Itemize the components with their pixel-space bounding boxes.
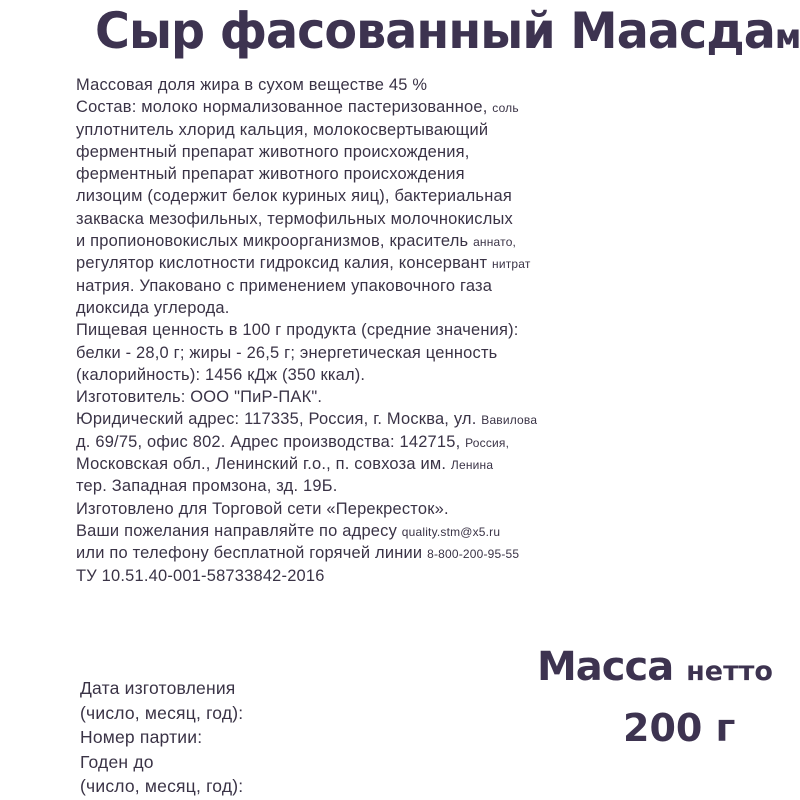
production-info [80,676,243,799]
net-mass-label-big: Масса [537,644,687,690]
product-title [95,2,800,60]
text-line: Юридический адрес: 117335, Россия, г. Москва, ул. Вавилова [76,410,538,429]
production-date-label: Дата изготовления [80,678,236,698]
product-title-last-letter: м [774,17,800,57]
text-line: д. 69/75, офис 802. Адрес производства: 142715, Россия, [76,432,510,451]
text-line: Ваши пожелания направляйте по адресу quality.stm@x5.ru [76,521,501,540]
net-mass-label [537,644,773,690]
label-body [76,74,796,587]
production-date-format: (число, месяц, год): [80,702,244,723]
text-line: Московская обл., Ленинский г.о., п. совхоза им. Ленина [76,455,494,474]
net-mass-label-small: нетто [686,656,773,687]
text-line: Пищевая ценность в 100 г продукта (средние значения): [76,321,519,340]
text-line: тер. Западная промзона, зд. 19Б. [76,477,338,496]
text-line: Массовая доля жира в сухом веществе 45 % [76,76,428,94]
batch-number-label: Номер партии: [80,727,203,747]
net-mass-value: 200 г [623,706,736,750]
text-line: закваска мезофильных, термофильных молочнокислых [76,209,513,228]
text-line: уплотнитель хлорид кальция, молокосвертывающий [76,120,489,139]
text-line: (калорийность): 1456 кДж (350 ккал). [76,365,366,384]
text-line: и пропионовокислых микроорганизмов, краситель аннато, [76,232,517,251]
text-line: ферментный препарат животного происхождения [76,165,465,184]
expiry-date-label: Годен до [80,751,154,772]
text-line: Изготовитель: ООО "ПиР-ПАК". [76,388,323,407]
text-line: ферментный препарат животного происхождения, [76,142,470,161]
text-line: белки - 28,0 г; жиры - 26,5 г; энергетическая ценность [76,343,498,362]
text-line: Изготовлено для Торговой сети «Перекресток». [76,499,449,518]
text-line: регулятор кислотности гидроксид калия, консервант нитрат [76,254,531,273]
product-title-main: Сыр фасованный Маасда [95,2,775,60]
text-line: натрия. Упаковано с применением упаковочного газа [76,276,493,295]
text-line: Состав: молоко нормализованное пастеризованное, соль [76,98,519,117]
expiry-date-format: (число, месяц, год): [80,776,244,796]
text-line: диоксида углерода. [76,298,230,317]
text-line: ТУ 10.51.40-001-58733842-2016 [76,566,325,585]
text-line: лизоцим (содержит белок куриных яиц), бактериальная [76,187,512,206]
text-line: или по телефону бесплатной горячей линии 8-800-200-95-55 [76,544,520,563]
